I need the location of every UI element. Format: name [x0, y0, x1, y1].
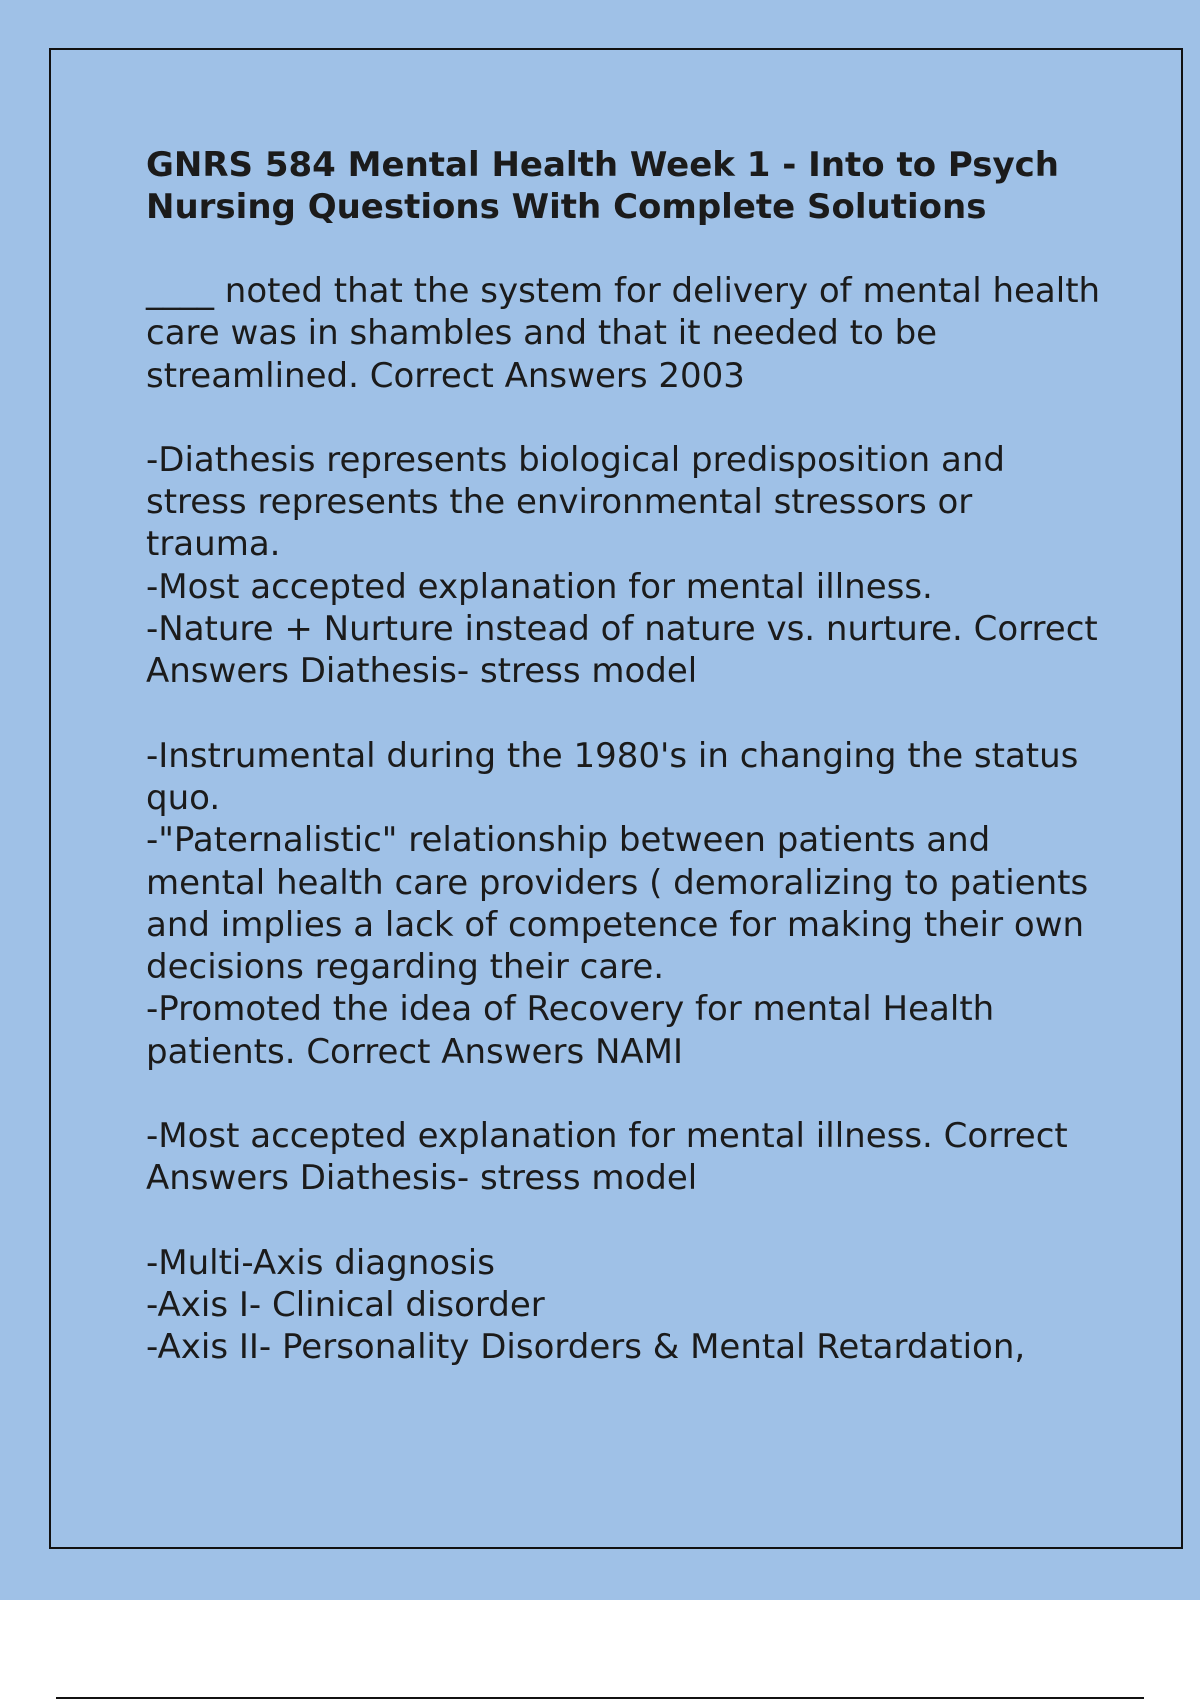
page-divider [56, 1697, 1144, 1699]
qa-entry-2: -Diathesis represents biological predisposition and stress represents the environmental stressors or trauma. -Most accepted explanation for mental illness. -Nature + Nurture instead of nature vs. nurture. Correct Answers Diathesis- stress model [146, 439, 1098, 692]
qa-entry-5: -Multi-Axis diagnosis -Axis I- Clinical disorder -Axis II- Personality Disorders & Mental Retardation, [146, 1242, 1026, 1368]
qa-entry-1: ____ noted that the system for delivery of mental health care was in shambles and that it needed to be streamlined. Correct Answers 2003 [146, 271, 1101, 396]
qa-entry-4: -Most accepted explanation for mental illness. Correct Answers Diathesis- stress model [146, 1116, 1068, 1199]
qa-entry-3: -Instrumental during the 1980's in changing the status quo. -"Paternalistic" relationship between patients and mental health care providers ( demoralizing to patients and implies a lack of competence for making their own decisions regarding their care. -Promoted the idea of Recovery for mental Health patients. Correct Answers NAMI [146, 735, 1089, 1072]
document-title: GNRS 584 Mental Health Week 1 - Into to Psych Nursing Questions With Complete Solutions [146, 145, 1060, 227]
document-content [146, 144, 1106, 1411]
